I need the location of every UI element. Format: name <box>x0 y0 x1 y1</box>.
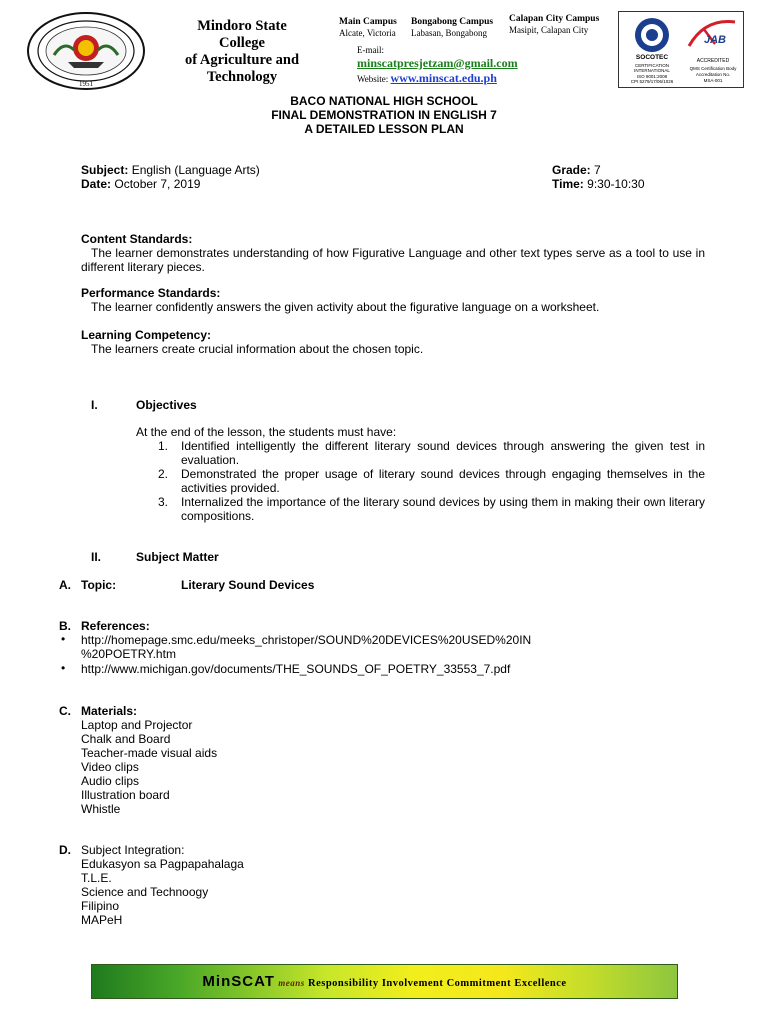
logo-year: 1951 <box>79 80 93 88</box>
campus-bongabong <box>411 17 493 39</box>
campus-name: Bongabong Campus <box>411 17 494 27</box>
material-item: Illustration board <box>81 788 170 802</box>
cert-left-no: CPI 5279/17/06/1026 <box>630 79 674 84</box>
grade-label: Grade: <box>552 163 591 177</box>
college-seal-logo <box>24 10 148 92</box>
email-link[interactable]: minscatpresjetzam@gmail.com <box>357 56 518 70</box>
socotec-icon <box>623 15 681 55</box>
motto-word: Responsibility <box>307 978 379 989</box>
college-line: Mindoro State <box>197 18 287 34</box>
date-label: Date: <box>81 177 112 191</box>
materials-letter: C. <box>59 704 71 718</box>
time-row <box>552 177 645 191</box>
motto-word: Excellence <box>514 978 567 989</box>
integration-item: T.L.E. <box>81 871 112 885</box>
topic-letter: A. <box>59 578 71 592</box>
campus-calapan <box>509 14 599 36</box>
cert-left-sub: CERTIFICATION INTERNATIONAL <box>634 63 670 73</box>
cert-right-acc: Accreditation No. <box>695 72 731 77</box>
material-item: Chalk and Board <box>81 732 171 746</box>
website-line <box>357 71 497 86</box>
bullet-icon: • <box>61 632 66 646</box>
subject-row <box>81 163 260 177</box>
material-item: Whistle <box>81 802 121 816</box>
subject-label: Subject: <box>81 163 129 177</box>
references-letter: B. <box>59 619 71 633</box>
objective-text: Internalized the importance of the literary sound devices by using them in making their own literary compositions. <box>181 495 705 523</box>
topic-label: Topic: <box>81 578 117 592</box>
website-link[interactable]: www.minscat.edu.ph <box>390 71 497 85</box>
integration-item: Filipino <box>81 899 120 913</box>
time-label: Time: <box>552 177 584 191</box>
content-standards-text: The learner demonstrates understanding of how Figurative Language and other text types serve as a tool to use in different literary pieces. <box>81 246 705 274</box>
objectives-heading: Objectives <box>136 398 197 412</box>
grade-value: 7 <box>594 163 601 177</box>
integration-item: Edukasyon sa Pagpapahalaga <box>81 857 244 871</box>
subject-value: English (Language Arts) <box>131 163 260 177</box>
objective-text: Demonstrated the proper usage of literary sound devices through engaging themselves in the activities provided. <box>181 467 705 495</box>
cert-right-body: QMS Certification Body <box>689 66 737 71</box>
cert-left-iso: ISO 9001:2008 <box>636 74 668 79</box>
learning-competency-heading: Learning Competency: <box>81 328 212 342</box>
motto-banner <box>91 964 678 999</box>
email-label: E-mail: <box>357 45 384 55</box>
references-heading: References: <box>81 619 150 633</box>
objectives-intro: At the end of the lesson, the students must have: <box>136 425 397 439</box>
objective-number: 1. <box>158 439 169 453</box>
grade-row <box>552 163 601 177</box>
motto-word: Commitment <box>446 978 512 989</box>
reference-link[interactable]: http://www.michigan.gov/documents/THE_SOUNDS_OF_POETRY_33553_7.pdf <box>81 662 511 676</box>
motto-text <box>92 973 677 990</box>
college-line: Technology <box>206 69 278 85</box>
reference-link-continued[interactable]: %20POETRY.htm <box>81 647 176 661</box>
reference-link[interactable]: http://homepage.smc.edu/meeks_christoper/SOUND%20DEVICES%20USED%20IN <box>81 633 532 647</box>
campus-address: Labasan, Bongabong <box>411 28 487 38</box>
cert-right-sub: ACCREDITED <box>696 58 730 64</box>
campus-name: Calapan City Campus <box>509 14 600 24</box>
material-item: Laptop and Projector <box>81 718 193 732</box>
learning-competency-text: The learners create crucial information about the chosen topic. <box>91 342 424 356</box>
subject-matter-numeral: II. <box>91 550 102 564</box>
date-value: October 7, 2019 <box>114 177 201 191</box>
motto-word: Involvement <box>381 978 444 989</box>
college-line: of Agriculture and <box>184 52 300 68</box>
document-title <box>0 94 768 136</box>
cert-right-name: JAB <box>703 34 726 46</box>
integration-item: Science and Technoogy <box>81 885 209 899</box>
campus-address: Masipit, Calapan City <box>509 25 589 35</box>
objective-text: Identified intelligently the different literary sound devices through answering the given test in evaluation. <box>181 439 705 467</box>
subject-matter-heading: Subject Matter <box>136 550 219 564</box>
integration-letter: D. <box>59 843 71 857</box>
integration-heading: Subject Integration: <box>81 843 185 857</box>
college-name <box>150 18 334 86</box>
topic-value: Literary Sound Devices <box>181 578 315 592</box>
performance-standards-text: The learner confidently answers the given activity about the figurative language on a worksheet. <box>91 300 600 314</box>
integration-item: MAPeH <box>81 913 123 927</box>
motto-means: means <box>278 978 305 988</box>
time-value: 9:30-10:30 <box>587 177 645 191</box>
materials-heading: Materials: <box>81 704 138 718</box>
demo-title: FINAL DEMONSTRATION IN ENGLISH 7 <box>271 108 497 122</box>
bullet-icon: • <box>61 661 66 675</box>
performance-standards-heading: Performance Standards: <box>81 286 221 300</box>
objective-number: 2. <box>158 467 169 481</box>
objective-number: 3. <box>158 495 169 509</box>
material-item: Video clips <box>81 760 139 774</box>
cert-right-acc-no: MSA-001 <box>703 78 723 83</box>
plan-title: A DETAILED LESSON PLAN <box>304 122 464 136</box>
website-label: Website: <box>357 74 389 84</box>
objectives-numeral: I. <box>91 398 98 412</box>
certification-box <box>618 11 744 88</box>
campus-name: Main Campus <box>339 17 397 27</box>
motto-brand: MinSCAT <box>202 973 275 990</box>
college-line: College <box>219 35 265 51</box>
cert-left-name: SOCOTEC <box>635 54 669 61</box>
campus-address: Alcate, Victoria <box>339 28 396 38</box>
school-name: BACO NATIONAL HIGH SCHOOL <box>290 94 478 108</box>
material-item: Audio clips <box>81 774 140 788</box>
date-row <box>81 177 200 191</box>
material-item: Teacher-made visual aids <box>81 746 218 760</box>
content-standards-heading: Content Standards: <box>81 232 193 246</box>
campus-main <box>339 17 397 39</box>
